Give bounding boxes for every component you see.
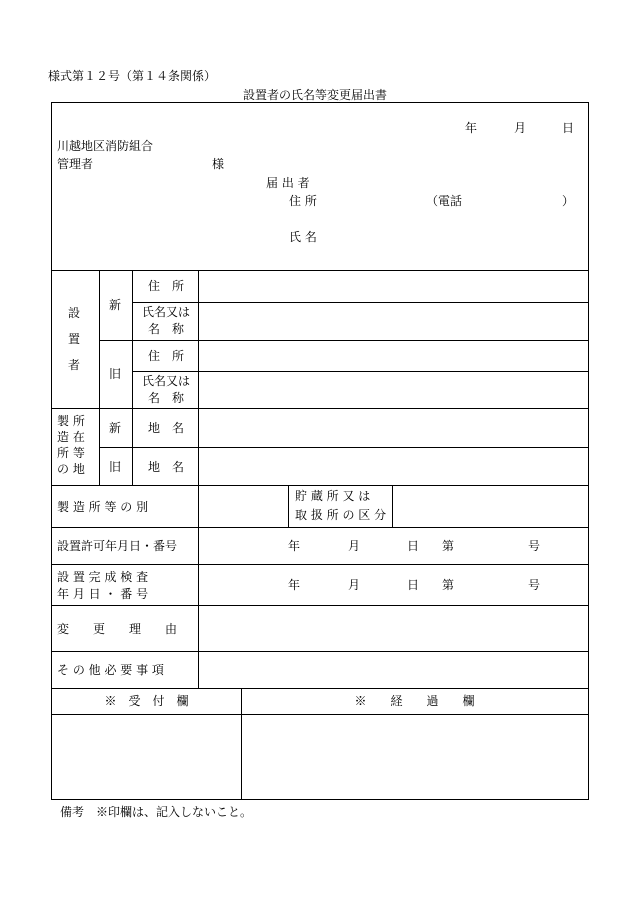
note: 備考 ※印欄は、記入しないこと。: [60, 805, 253, 819]
notifier-label: 届 出 者: [266, 176, 310, 190]
form-number: 様式第１２号（第１４条関係）: [48, 69, 217, 83]
recipient-title: 管理者: [57, 157, 94, 171]
form-frame: [51, 102, 589, 800]
permit-date-label: 設置許可年月日・番号: [57, 539, 178, 553]
facility-location-label-1: 製 所: [57, 414, 85, 428]
recipient-org: 川越地区消防組合: [57, 139, 154, 153]
reception-header: ※ 受 付 欄: [104, 694, 189, 708]
location-new-label: 新: [109, 421, 122, 435]
location-old-label: 旧: [109, 460, 122, 474]
facility-location-label-4: の 地: [57, 462, 85, 476]
installer-label-3: 者: [68, 358, 81, 372]
facility-location-label-2: 造 在: [57, 430, 85, 444]
completion-dai: 第: [442, 578, 455, 592]
divider-completion-end: [52, 605, 588, 606]
vline-label-col: [99, 270, 100, 485]
divider-reason-end: [52, 651, 588, 652]
old-address-label: 住 所: [147, 349, 184, 363]
notifier-address-label: 住 所: [289, 194, 317, 208]
old-name-label-1: 氏名又は: [141, 374, 190, 388]
vline-storage-right: [392, 485, 393, 527]
header-year: 年: [465, 121, 478, 135]
vline-field-col: [198, 270, 199, 688]
permit-day: 日: [407, 539, 420, 553]
divider-type-end: [52, 527, 588, 528]
permit-go: 号: [528, 539, 541, 553]
divider-other-end: [52, 688, 588, 689]
divider-new-old: [99, 340, 588, 341]
progress-header: ※ 経 過 欄: [354, 694, 475, 708]
completion-month: 月: [348, 578, 361, 592]
page-title: 設置者の氏名等変更届出書: [242, 88, 387, 102]
location-new-name-label: 地 名: [147, 421, 184, 435]
recipient-honorific: 様: [212, 157, 225, 171]
phone-open: （電話: [426, 194, 463, 208]
storage-type-label-2: 取 扱 所 の 区 分: [295, 508, 387, 522]
notifier-name-label: 氏 名: [289, 230, 317, 244]
change-reason-label: 変 更 理 由: [57, 622, 178, 636]
installer-old-label: 旧: [109, 367, 122, 381]
phone-close: ）: [562, 194, 575, 208]
permit-dai: 第: [442, 539, 455, 553]
header-day: 日: [562, 121, 575, 135]
completion-year: 年: [288, 578, 301, 592]
installer-new-label: 新: [109, 298, 122, 312]
divider-location-new-old: [99, 447, 588, 448]
installer-label-2: 置: [68, 332, 81, 346]
divider-permit-end: [52, 564, 588, 565]
divider-reception-header: [52, 714, 588, 715]
completion-label-2: 年 月 日 ・ 番 号: [57, 587, 149, 601]
vline-storage-left: [288, 485, 289, 527]
old-name-label-2: 名 称: [147, 391, 184, 405]
divider-old-address: [132, 371, 588, 372]
divider-location-end: [52, 485, 588, 486]
location-old-name-label: 地 名: [147, 460, 184, 474]
other-items-label: そ の 他 必 要 事 項: [57, 663, 164, 677]
installer-label-1: 設: [68, 306, 81, 320]
new-name-label-1: 氏名又は: [141, 305, 190, 319]
storage-type-label-1: 貯 蔵 所 又 は: [295, 489, 371, 503]
new-address-label: 住 所: [147, 279, 184, 293]
new-name-label-2: 名 称: [147, 322, 184, 336]
facility-type-label: 製 造 所 等 の 別: [57, 500, 149, 514]
completion-day: 日: [407, 578, 420, 592]
completion-go: 号: [528, 578, 541, 592]
header-month: 月: [514, 121, 527, 135]
completion-label-1: 設 置 完 成 検 査: [57, 570, 149, 584]
permit-year: 年: [288, 539, 301, 553]
facility-location-label-3: 所 等: [57, 446, 85, 460]
divider-new-address: [132, 302, 588, 303]
vline-newold-col: [132, 270, 133, 485]
permit-month: 月: [348, 539, 361, 553]
